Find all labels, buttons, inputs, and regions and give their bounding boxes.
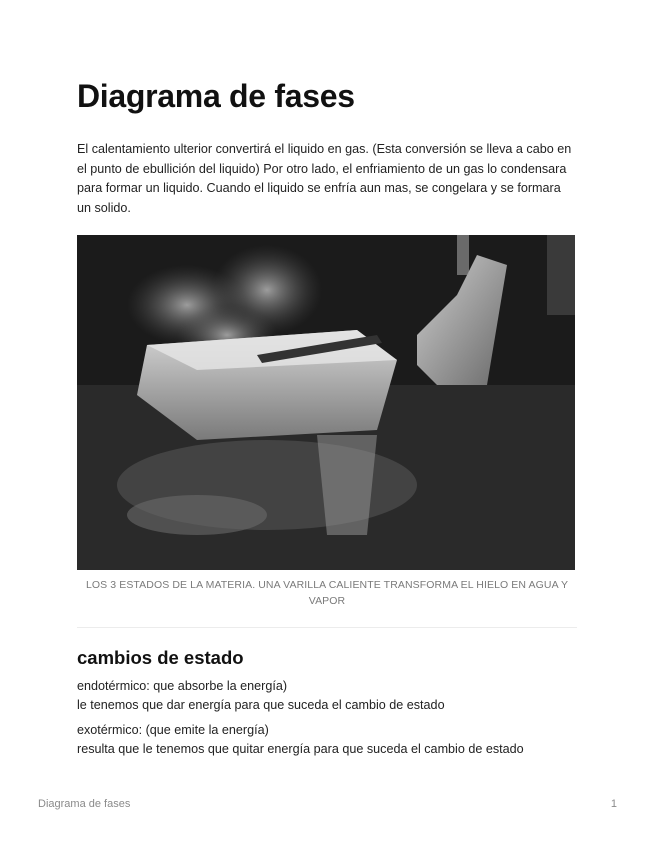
figure-photo	[77, 235, 575, 570]
endothermic-explanation: le tenemos que dar energía para que suceda el cambio de estado	[77, 698, 445, 712]
footer-page-number: 1	[610, 798, 617, 810]
footer-document-name: Diagrama de fases	[38, 798, 131, 810]
endothermic-paragraph	[77, 677, 577, 715]
exothermic-definition: exotérmico: (que emite la energía)	[77, 723, 269, 737]
section-divider	[77, 627, 577, 628]
endothermic-definition: endotérmico: que absorbe la energía)	[77, 679, 288, 693]
intro-paragraph: El calentamiento ulterior convertirá el liquido en gas. (Esta conversión se lleva a cabo en el punto de ebullición del liquido) Por otro lado, el enfriamiento de un gas lo condensara para formar un liquido. Cuando el liquido se enfría aun mas, se congelara y se formara un solido.	[77, 142, 572, 215]
ice-block-photo	[77, 235, 575, 570]
exothermic-explanation: resulta que le tenemos que quitar energía para que suceda el cambio de estado	[77, 742, 524, 756]
page-title: Diagrama de fases	[77, 78, 355, 114]
figure-caption: LOS 3 ESTADOS DE LA MATERIA. UNA VARILLA CALIENTE TRANSFORMA EL HIELO EN AGUA Y VAPOR	[85, 579, 569, 607]
section-heading: cambios de estado	[77, 647, 244, 668]
exothermic-paragraph	[77, 721, 577, 759]
